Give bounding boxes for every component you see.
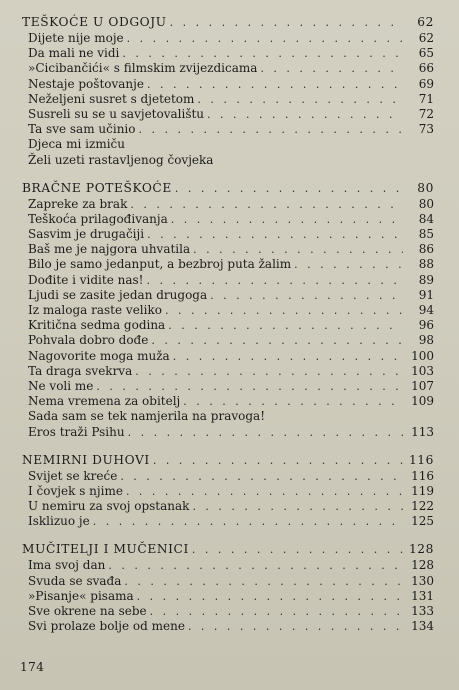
toc-section [22, 14, 434, 168]
toc-entry [22, 197, 434, 212]
entry-title: Zapreke za brak [28, 196, 128, 211]
toc-entry [22, 122, 434, 137]
toc-entry [22, 574, 434, 589]
toc-entry [22, 558, 434, 573]
section-gap [22, 529, 434, 541]
toc-entry [22, 257, 434, 272]
dot-leader [192, 541, 403, 558]
toc-entry [22, 137, 434, 152]
section-heading-row [22, 541, 434, 558]
toc-entry [22, 46, 434, 61]
entry-title: I čovjek s njime [28, 483, 123, 498]
toc-entry [22, 77, 434, 92]
entry-title: Bilo je samo jedanput, a bezbroj puta žalim [28, 257, 292, 272]
entry-page-number: 86 [418, 242, 434, 257]
entry-title: Baš me je najgora uhvatila [28, 242, 191, 257]
entry-page-number: 134 [411, 619, 434, 634]
section-heading: TEŠKOĆE U ODGOJU [22, 15, 167, 29]
entry-page-number: 94 [418, 303, 434, 317]
entry-page-number: 98 [418, 333, 434, 348]
entry-page-number: 128 [411, 558, 434, 573]
section-heading: MUČITELJI I MUČENICI [22, 542, 189, 557]
dot-leader [210, 288, 403, 303]
section-heading-row [22, 452, 434, 469]
toc-entry [22, 394, 434, 409]
dot-leader [173, 349, 403, 364]
toc-entry [22, 514, 434, 529]
toc-entry [22, 484, 434, 499]
entry-title: Ta draga svekrva [28, 363, 133, 378]
dot-leader [175, 180, 403, 197]
entry-page-number: 109 [411, 394, 434, 409]
dot-leader [137, 589, 403, 604]
entry-title: Dođite i vidite nas! [28, 272, 144, 287]
dot-leader [135, 364, 403, 379]
entry-page-number: 107 [411, 378, 434, 393]
entry-title: Svijet se kreće [28, 468, 118, 483]
toc-entry [22, 31, 434, 46]
entry-title: Neželjeni susret s djetetom [28, 91, 195, 106]
dot-leader [260, 61, 403, 76]
entry-page-number: 125 [411, 514, 434, 529]
dot-leader [127, 31, 403, 46]
entry-page-number: 113 [411, 424, 434, 439]
dot-leader [171, 212, 403, 227]
entry-title: Da mali ne vidi [28, 46, 120, 61]
toc-entry [22, 92, 434, 107]
dot-leader [165, 303, 403, 318]
dot-leader [188, 619, 403, 634]
entry-title: Ta sve sam učinio [28, 122, 136, 137]
entry-page-number: 65 [418, 46, 434, 61]
section-page-number: 80 [417, 180, 434, 195]
entry-title: Svi prolaze bolje od mene [28, 619, 185, 634]
toc-entry [22, 469, 434, 484]
toc-entry [22, 107, 434, 122]
page-number: 174 [20, 660, 45, 674]
dot-leader [126, 484, 403, 499]
dot-leader [151, 333, 403, 348]
entry-page-number: 133 [411, 604, 434, 618]
dot-leader [124, 574, 403, 589]
entry-page-number: 73 [418, 122, 434, 137]
entry-page-number: 84 [418, 211, 434, 226]
section-page-number: 116 [408, 452, 434, 467]
entry-page-number: 89 [418, 272, 434, 287]
section-gap [22, 440, 434, 452]
dot-leader [108, 558, 403, 573]
entry-title: Sve okrene na sebe [28, 604, 147, 618]
toc-entry [22, 364, 434, 379]
section-heading: BRAČNE POTEŠKOĆE [22, 180, 172, 195]
section-heading: NEMIRNI DUHOVI [22, 452, 150, 467]
entry-title: Dijete nije moje [28, 31, 124, 45]
entry-page-number: 85 [418, 227, 434, 242]
toc-entry [22, 288, 434, 303]
entry-page-number: 69 [418, 76, 434, 91]
dot-leader [170, 14, 403, 31]
toc-entry [22, 303, 434, 318]
entry-title: Pohvala dobro dođe [28, 333, 149, 348]
entry-title: Ljudi se zasite jedan drugoga [28, 287, 208, 302]
entry-title: Nagovorite moga muža [28, 348, 170, 363]
entry-page-number: 66 [418, 61, 434, 76]
dot-leader [122, 46, 403, 61]
entry-title: Nema vremena za obitelj [28, 394, 181, 409]
toc-entry [22, 409, 434, 424]
toc-entry [22, 61, 434, 76]
entry-title: Ne voli me [28, 378, 94, 393]
entry-title: Susreli su se u savjetovalištu [28, 106, 205, 121]
dot-leader [138, 122, 403, 137]
section-page-number: 62 [417, 15, 434, 29]
dot-leader [168, 318, 403, 333]
section-page-number: 128 [408, 542, 434, 557]
toc-entry [22, 425, 434, 440]
dot-leader [294, 257, 403, 272]
dot-leader [197, 92, 403, 107]
entry-page-number: 80 [418, 196, 434, 211]
toc-entry [22, 212, 434, 227]
entry-page-number: 62 [418, 31, 434, 45]
section-heading-row [22, 14, 434, 31]
entry-title: Sada sam se tek namjerila na pravoga! [28, 409, 266, 424]
toc-entry [22, 333, 434, 348]
dot-leader [147, 227, 403, 242]
entry-title: Svuda se svađa [28, 573, 122, 588]
dot-leader [120, 469, 403, 484]
section-gap [22, 168, 434, 180]
entry-title: Nestaje poštovanje [28, 76, 144, 91]
toc-entry [22, 379, 434, 394]
table-of-contents [22, 14, 434, 634]
dot-leader [130, 197, 403, 212]
entry-title: Ima svoj dan [28, 558, 106, 573]
entry-page-number: 116 [411, 468, 434, 483]
entry-page-number: 71 [418, 91, 434, 106]
entry-title: Djeca mi izmiču [28, 137, 125, 152]
entry-page-number: 96 [418, 318, 434, 333]
entry-page-number: 103 [411, 363, 434, 378]
toc-entry [22, 242, 434, 257]
entry-title: Isklizuo je [28, 514, 90, 529]
toc-section [22, 180, 434, 440]
toc-section [22, 452, 434, 530]
dot-leader [147, 77, 403, 92]
section-heading-row [22, 180, 434, 197]
entry-title: »Pisanje« pisama [28, 588, 134, 603]
dot-leader [147, 273, 404, 288]
toc-entry [22, 589, 434, 604]
dot-leader [150, 604, 403, 619]
dot-leader [128, 425, 403, 440]
dot-leader [153, 452, 403, 469]
entry-title: Želi uzeti rastavljenog čovjeka [28, 152, 214, 167]
toc-entry [22, 318, 434, 333]
entry-title: Eros traži Psihu [28, 424, 125, 439]
dot-leader [207, 107, 403, 122]
entry-page-number: 72 [418, 106, 434, 121]
entry-page-number: 100 [411, 348, 434, 363]
toc-entry [22, 153, 434, 168]
entry-page-number: 88 [418, 257, 434, 272]
entry-title: U nemiru za svoj opstanak [28, 499, 190, 514]
dot-leader [96, 379, 403, 394]
toc-entry [22, 619, 434, 634]
entry-page-number: 122 [411, 499, 434, 514]
dot-leader [193, 242, 403, 257]
dot-leader [183, 394, 403, 409]
toc-entry [22, 273, 434, 288]
entry-title: Teškoća prilagođivanja [28, 211, 168, 226]
entry-page-number: 130 [411, 573, 434, 588]
dot-leader [93, 514, 403, 529]
toc-entry [22, 604, 434, 619]
entry-title: »Cicibančići« s filmskim zvijezdicama [28, 61, 258, 76]
entry-title: Iz maloga raste veliko [28, 303, 162, 317]
entry-page-number: 131 [411, 588, 434, 603]
entry-title: Sasvim je drugačiji [28, 227, 145, 242]
entry-page-number: 119 [411, 483, 434, 498]
entry-title: Kritična sedma godina [28, 318, 166, 333]
toc-entry [22, 499, 434, 514]
toc-entry [22, 349, 434, 364]
entry-page-number: 91 [418, 287, 434, 302]
toc-section [22, 541, 434, 634]
toc-entry [22, 227, 434, 242]
dot-leader [192, 499, 403, 514]
